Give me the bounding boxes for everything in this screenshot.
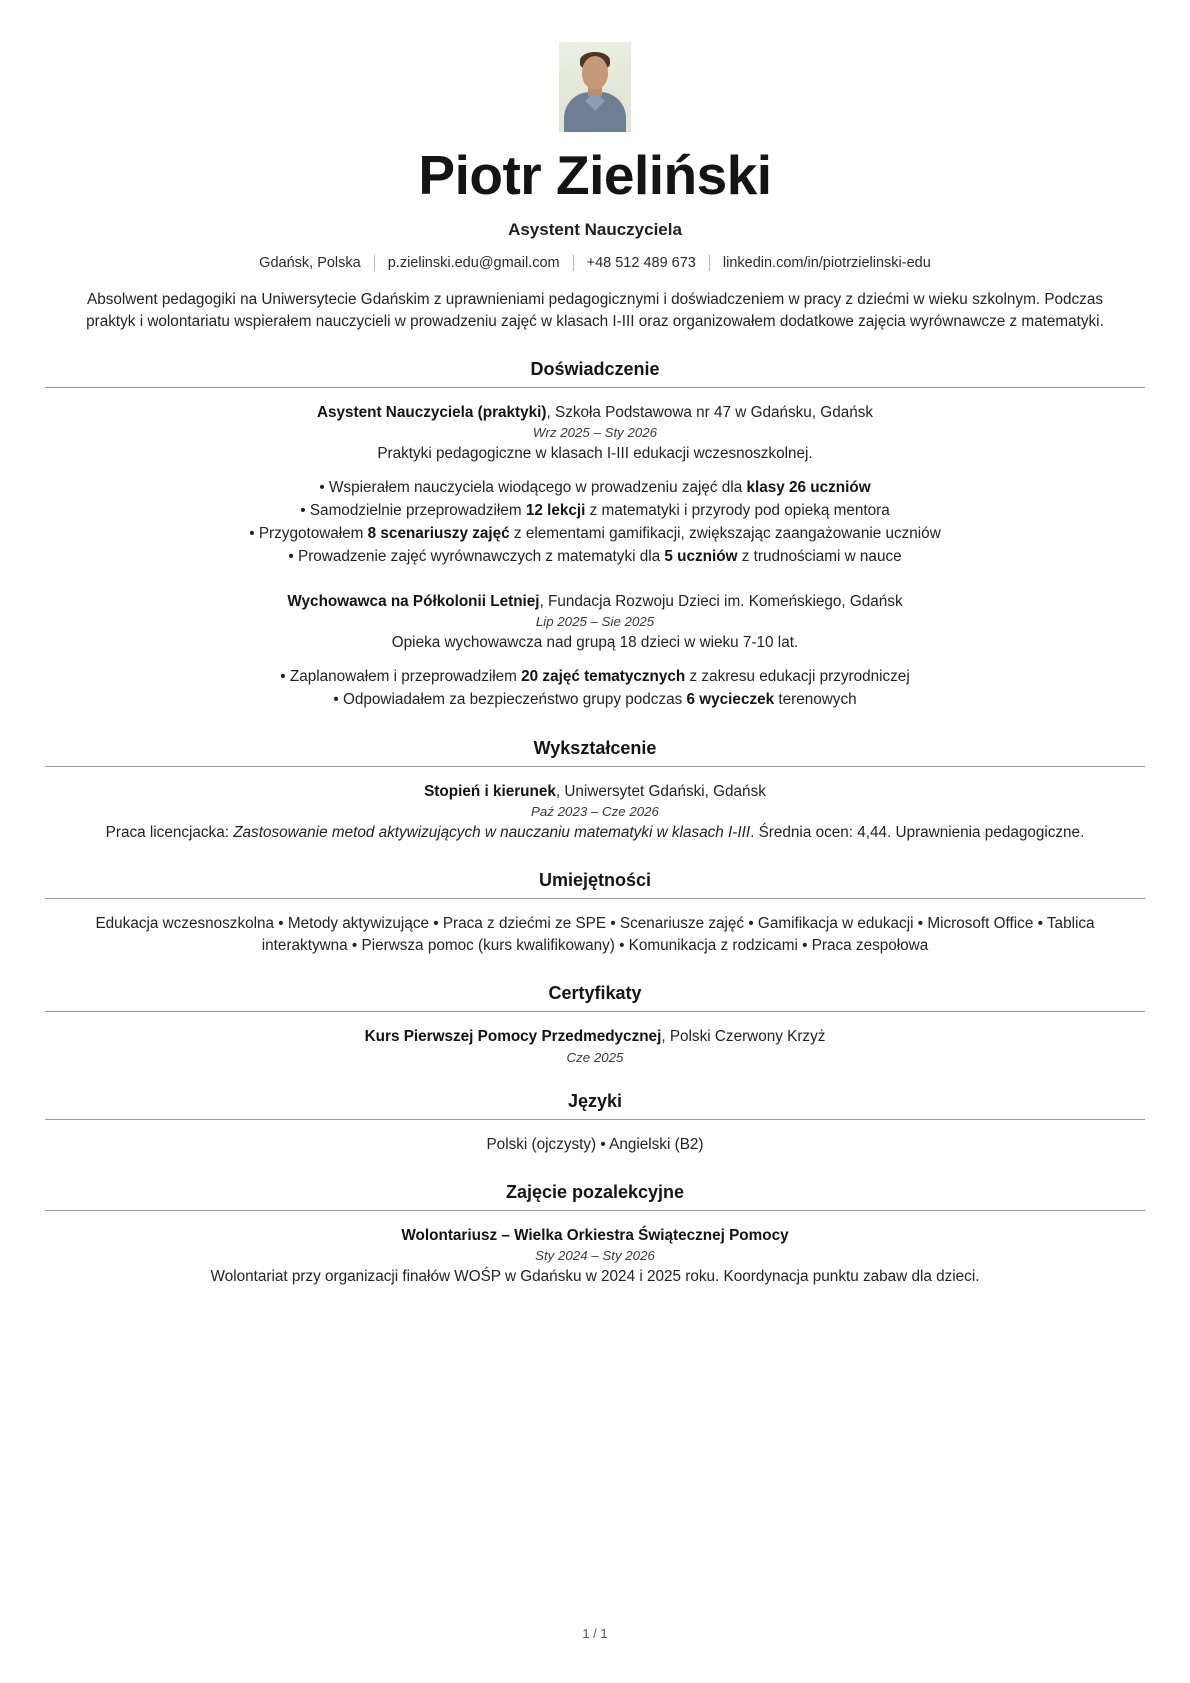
- bullet-text: Wspierałem nauczyciela wiodącego w prowadzeniu zajęć dla: [328, 478, 747, 496]
- experience-bullets: [45, 477, 1145, 569]
- extracurricular-description: Wolontariat przy organizacji finałów WOŚP w Gdańsku w 2024 i 2025 roku. Koordynacja punktu zabaw dla dzieci.: [210, 1268, 980, 1286]
- bullet-text-end: z elementami gamifikacji, zwiększając zaangażowanie uczniów: [509, 524, 941, 542]
- education-entry: [45, 781, 1145, 844]
- bullet-text: Odpowiadałem za bezpieczeństwo grupy podczas: [342, 690, 687, 708]
- bullet-highlight: 20 zajęć tematycznych: [521, 667, 686, 685]
- certificate-issuer: , Polski Czerwony Krzyż: [661, 1028, 826, 1046]
- experience-date: Lip 2025 – Sie 2025: [535, 614, 655, 630]
- section-certificates: [45, 983, 1145, 1064]
- bullet-highlight: 12 lekcji: [525, 501, 586, 519]
- section-divider: [45, 766, 1145, 767]
- section-title-experience: Doświadczenie: [530, 358, 660, 379]
- profile-photo-container: [45, 42, 1145, 132]
- contact-location: Gdańsk, Polska: [259, 255, 361, 272]
- experience-role: Asystent Nauczyciela (praktyki): [316, 403, 547, 421]
- bullet-text-end: z trudnościami w nauce: [737, 547, 902, 565]
- section-experience: [45, 359, 1145, 712]
- section-title-extracurricular: Zajęcie pozalekcyjne: [505, 1181, 685, 1202]
- bullet-text: Samodzielnie przeprowadziłem: [309, 501, 526, 519]
- extracurricular-name: Wolontariusz – Wielka Orkiestra Świątecznej Pomocy: [401, 1226, 789, 1244]
- section-extracurricular: [45, 1182, 1145, 1288]
- section-title-certificates: Certyfikaty: [548, 983, 642, 1004]
- job-title: Asystent Nauczyciela: [508, 220, 682, 240]
- contact-divider: [573, 255, 574, 271]
- list-item: [45, 689, 1145, 712]
- education-date: Paź 2023 – Cze 2026: [531, 804, 659, 820]
- certificate-date: Cze 2025: [566, 1049, 624, 1065]
- contact-email[interactable]: p.zielinski.edu@gmail.com: [387, 255, 560, 272]
- education-heading: [45, 781, 1145, 802]
- experience-entry: [45, 591, 1145, 712]
- contact-divider: [709, 255, 710, 271]
- section-divider: [45, 898, 1145, 899]
- languages-list: Polski (ojczysty) • Angielski (B2): [486, 1135, 704, 1153]
- extracurricular-heading: [45, 1225, 1145, 1246]
- skills-list: Edukacja wczesnoszkolna • Metody aktywizujące • Praca z dziećmi ze SPE • Scenariusze zajęć • Gamifikacja w edukacji • Microsoft Office • Tablica interaktywna • Pierwsza pomoc (kurs kwalifikowany) • Komunikacja z rodzicami • Praca zespołowa: [95, 914, 1095, 954]
- education-thesis: [45, 822, 1145, 844]
- list-item: [45, 500, 1145, 523]
- page-title: Piotr Zieliński: [418, 144, 772, 206]
- certificate-heading: [45, 1026, 1145, 1047]
- profile-photo: [559, 42, 631, 132]
- contact-row: [45, 255, 1145, 271]
- list-item: [45, 546, 1145, 569]
- list-item: [45, 477, 1145, 500]
- page-indicator: 1 / 1: [582, 1626, 608, 1641]
- experience-description: Praktyki pedagogiczne w klasach I-III edukacji wczesnoszkolnej.: [377, 445, 813, 463]
- education-degree: Stopień i kierunek: [424, 782, 556, 800]
- contact-linkedin[interactable]: linkedin.com/in/piotrzielinski-edu: [722, 255, 931, 272]
- thesis-suffix: . Średnia ocen: 4,44. Uprawnienia pedagogiczne.: [750, 824, 1085, 842]
- section-divider: [45, 387, 1145, 388]
- section-skills: [45, 870, 1145, 957]
- experience-heading: [45, 591, 1145, 612]
- bullet-text: Zaplanowałem i przeprowadziłem: [289, 667, 522, 685]
- thesis-title: Zastosowanie metod aktywizujących w nauczaniu matematyki w klasach I-III: [233, 824, 751, 842]
- bullet-text: Prowadzenie zajęć wyrównawczych z matematyki dla: [298, 547, 665, 565]
- contact-divider: [374, 255, 375, 271]
- bullet-text: Przygotowałem: [258, 524, 368, 542]
- extracurricular-entry: [45, 1225, 1145, 1288]
- experience-description: Opieka wychowawcza nad grupą 18 dzieci w wieku 7-10 lat.: [391, 634, 799, 652]
- experience-entry: [45, 402, 1145, 569]
- certificate-entry: [45, 1026, 1145, 1064]
- bullet-highlight: 6 wycieczek: [686, 690, 775, 708]
- thesis-prefix: Praca licencjacka:: [105, 824, 234, 842]
- education-school: , Uniwersytet Gdański, Gdańsk: [555, 782, 766, 800]
- list-item: [45, 666, 1145, 689]
- section-education: [45, 738, 1145, 844]
- section-title-skills: Umiejętności: [538, 869, 652, 890]
- bullet-highlight: klasy 26 uczniów: [746, 478, 871, 496]
- bullet-highlight: 5 uczniów: [664, 547, 738, 565]
- photo-face: [582, 56, 608, 89]
- bullet-text-end: z matematyki i przyrody pod opieką mentora: [585, 501, 890, 519]
- profile-summary: Absolwent pedagogiki na Uniwersytecie Gdańskim z uprawnieniami pedagogicznymi i doświadczeniem w pracy z dziećmi w wieku szkolnym. Podczas praktyk i wolontariatu wspierałem nauczycieli w prowadzeniu zajęć w klasach I-III oraz organizowałem dodatkowe zajęcia wyrównawcze z matematyki.: [86, 291, 1104, 331]
- experience-bullets: [45, 666, 1145, 712]
- bullet-text-end: z zakresu edukacji przyrodniczej: [685, 667, 910, 685]
- section-title-education: Wykształcenie: [533, 737, 657, 758]
- bullet-highlight: 8 scenariuszy zajęć: [367, 524, 510, 542]
- section-divider: [45, 1011, 1145, 1012]
- experience-role: Wychowawca na Półkolonii Letniej: [287, 592, 540, 610]
- experience-date: Wrz 2025 – Sty 2026: [532, 425, 658, 441]
- experience-company: , Szkoła Podstawowa nr 47 w Gdańsku, Gdańsk: [546, 403, 874, 421]
- list-item: [45, 523, 1145, 546]
- bullet-text-end: terenowych: [774, 690, 857, 708]
- section-divider: [45, 1210, 1145, 1211]
- extracurricular-date: Sty 2024 – Sty 2026: [535, 1248, 655, 1264]
- experience-company: , Fundacja Rozwoju Dzieci im. Komeńskiego, Gdańsk: [539, 592, 903, 610]
- certificate-name: Kurs Pierwszej Pomocy Przedmedycznej: [364, 1028, 662, 1046]
- section-languages: [45, 1091, 1145, 1156]
- contact-phone[interactable]: +48 512 489 673: [586, 255, 696, 272]
- experience-heading: [45, 402, 1145, 423]
- section-title-languages: Języki: [567, 1090, 623, 1111]
- section-divider: [45, 1119, 1145, 1120]
